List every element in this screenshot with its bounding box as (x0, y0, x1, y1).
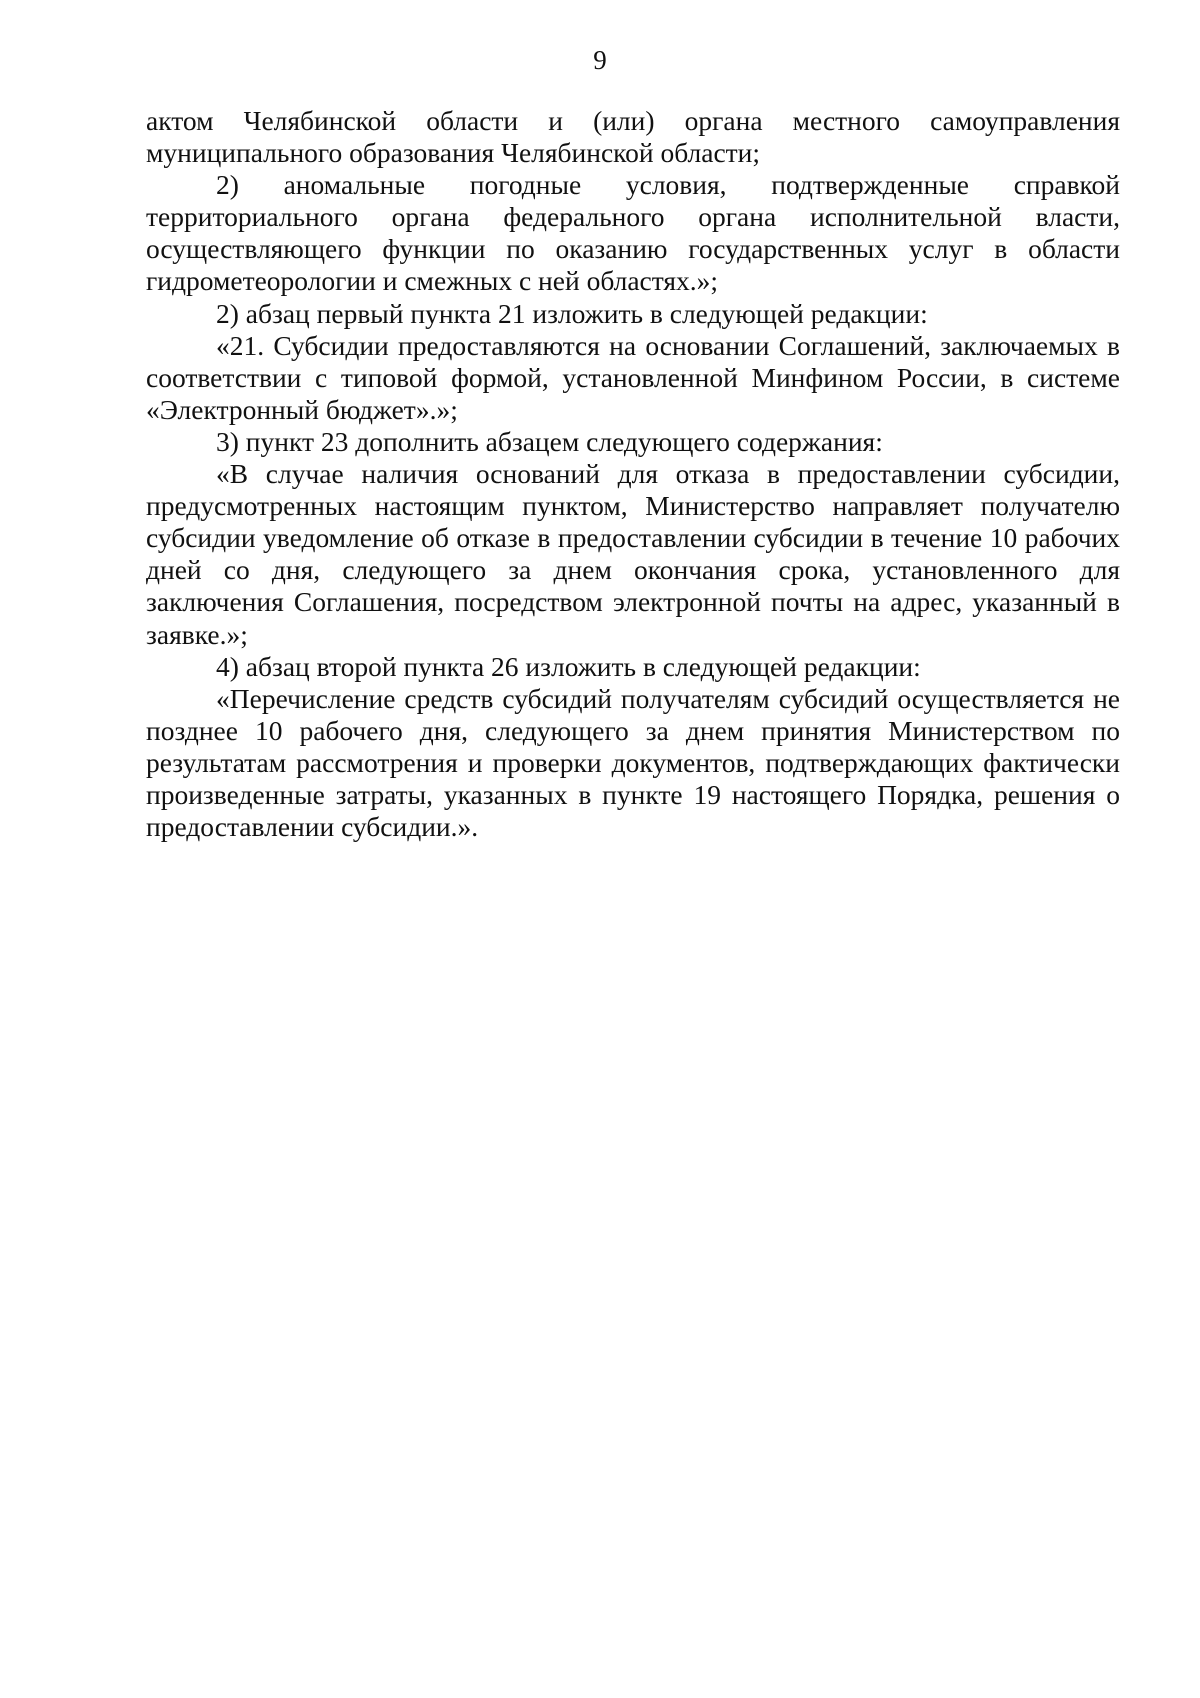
paragraph-amendment-2: 2) абзац первый пункта 21 изложить в следующей редакции: (216, 297, 928, 329)
paragraph-amendment-3: 3) пункт 23 дополнить абзацем следующего содержания: (216, 425, 883, 457)
paragraph-amendment-4: 4) абзац второй пункта 26 изложить в следующей редакции: (216, 650, 921, 682)
paragraph-continuation: актом Челябинской области и (или) органа местного самоуправления муниципального образования Челябинской области; (146, 105, 1120, 169)
page-number: 9 (593, 45, 607, 75)
paragraph-clause-21: «21. Субсидии предоставляются на основании Соглашений, заключаемых в соответствии с типовой формой, установленной Минфином России, в системе «Электронный бюджет».»; (146, 329, 1120, 425)
paragraph-refusal-notice: «В случае наличия оснований для отказа в предоставлении субсидии, предусмотренных настоящим пунктом, Министерство направляет получателю субсидии уведомление об отказе в предоставлении субсидии в течение 10 рабочих дней со дня, следующего за днем окончания срока, установленного для заключения Соглашения, посредством электронной почты на адрес, указанный в заявке.»; (146, 458, 1120, 650)
paragraph-transfer-of-funds: «Перечисление средств субсидий получателям субсидий осуществляется не позднее 10 рабочего дня, следующего за днем принятия Министерством по результатам рассмотрения и проверки документов, подтверждающих фактически произведенные затраты, указанных в пункте 19 настоящего Порядка, решения о предоставлении субсидии.». (146, 682, 1120, 843)
paragraph-item-2-weather: 2) аномальные погодные условия, подтвержденные справкой территориального органа федерального органа исполнительной власти, осуществляющего функции по оказанию государственных услуг в области гидрометеорологии и смежных с ней областях.»; (146, 169, 1120, 297)
document-body (146, 105, 1120, 843)
